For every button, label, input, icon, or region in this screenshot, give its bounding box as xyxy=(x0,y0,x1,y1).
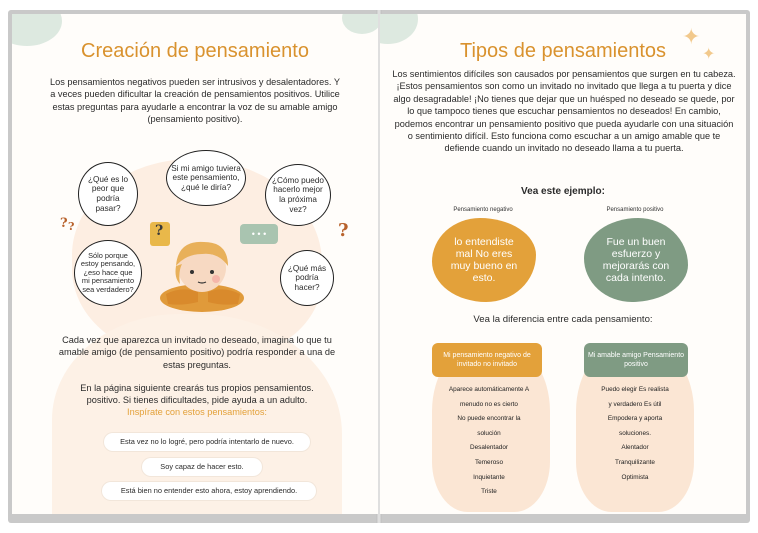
thought-example-pill: Está bien no entender esto ahora, estoy aprendiendo. xyxy=(102,482,316,500)
list-item: Tranquilizante xyxy=(615,458,655,466)
speech-bubble-icon: • • • xyxy=(240,224,278,244)
right-page xyxy=(380,14,746,514)
list-item: Optimista xyxy=(621,473,649,481)
list-item: soluciones. xyxy=(619,429,651,437)
list-item: y verdadero Es útil xyxy=(608,400,662,408)
body-paragraph: En la página siguiente crearás tus propios pensamientos. positivo. Si tienes dificultades, pide ayuda a un adulto. xyxy=(80,383,314,406)
page-title: Tipos de pensamientos xyxy=(459,40,667,62)
thought-example-pill: Esta vez no lo logré, pero podría intentarlo de nuevo. xyxy=(104,433,310,451)
question-mark-icon: ? xyxy=(68,220,75,233)
decor-blob xyxy=(342,14,378,34)
thought-bubble: ¿Qué es lo peor que podría pasar? xyxy=(78,162,138,226)
positive-card-title: Mi amable amigo Pensamiento positivo xyxy=(584,343,688,377)
negative-label: Pensamiento negativo xyxy=(453,207,513,213)
positive-label: Pensamiento positivo xyxy=(606,207,664,213)
list-item: Alentador xyxy=(621,444,649,452)
list-item: No puede encontrar la xyxy=(457,415,521,423)
list-item: Temeroso xyxy=(474,458,504,466)
list-item: Puedo elegir Es realista xyxy=(601,386,669,393)
list-item: Inquietante xyxy=(473,473,505,481)
positive-thought-blob: Fue un buen esfuerzo y mejorarás con cada intento. xyxy=(584,218,688,302)
sparkle-icon: ✦ xyxy=(682,24,701,49)
positive-traits-list xyxy=(580,383,690,485)
list-item: Aparece automáticamente A xyxy=(448,386,530,393)
thought-example-pill: Soy capaz de hacer esto. xyxy=(142,458,262,476)
sparkle-icon: ✦ xyxy=(702,46,716,63)
question-mark-icon: ? xyxy=(60,216,68,231)
body-paragraph: Cada vez que aparezca un invitado no deseado, imagina lo que tu amable amigo (de pensamiento positivo) podría responder a una de estas preguntas. xyxy=(58,335,336,370)
thought-bubble: ¿Qué más podría hacer? xyxy=(280,250,334,306)
intro-paragraph: Los pensamientos negativos pueden ser intrusivos y desalentadores. Y a veces pueden dificultar la creación de pensamientos positivos. Utilice estas preguntas para ayudarle a encontrar la voz de su amable amigo (pensamiento positivo). xyxy=(50,77,340,125)
list-item: menudo no es cierto xyxy=(460,400,518,408)
question-mark-icon: ? xyxy=(155,223,164,239)
list-item: Triste xyxy=(481,488,497,496)
negative-card-title: Mi pensamiento negativo de invitado no invitado xyxy=(432,343,542,377)
thought-bubble: Sólo porque estoy pensando, ¿eso hace que mi pensamiento sea verdadero? xyxy=(74,240,142,306)
question-mark-icon: ? xyxy=(338,220,349,241)
list-item: Desalentador xyxy=(469,444,508,452)
page-title: Creación de pensamiento xyxy=(81,40,309,62)
thought-bubble: ¿Cómo puedo hacerlo mejor la próxima vez? xyxy=(265,164,331,226)
list-item: Empodera y aporta xyxy=(607,415,663,423)
intro-paragraph: Los sentimientos difíciles son causados por pensamientos que surgen en tu cabeza. ¡Estos pensamientos son como un invitado no invitado que llega a tu puerta y dice algo desagradable! ¡No tienes que dejar que un huésped no deseado se quede, por lo que tampoco tienes que escuchar pensamientos no deseados! En cambio, podemos encontrar un pensamiento positivo que pueda ayudarle con una situación o sentimiento difícil. Esto funciona como escuchar a un amigo amable que te defiende cuando un invitado no deseado llama a tu puerta. xyxy=(392,69,736,154)
negative-thought-blob: lo entendiste mal No eres muy bueno en esto. xyxy=(432,218,536,302)
thought-bubble: Si mi amigo tuviera este pensamiento, ¿qué le diría? xyxy=(166,150,246,206)
child-thinking-illustration xyxy=(152,232,252,316)
left-page xyxy=(12,14,378,514)
list-item: solución xyxy=(477,429,501,437)
difference-heading: Vea la diferencia entre cada pensamiento: xyxy=(473,314,653,325)
book xyxy=(8,10,750,523)
example-heading: Vea este ejemplo: xyxy=(521,186,605,197)
negative-traits-list xyxy=(434,383,544,500)
inspire-heading: Inspírate con estos pensamientos: xyxy=(127,407,267,417)
